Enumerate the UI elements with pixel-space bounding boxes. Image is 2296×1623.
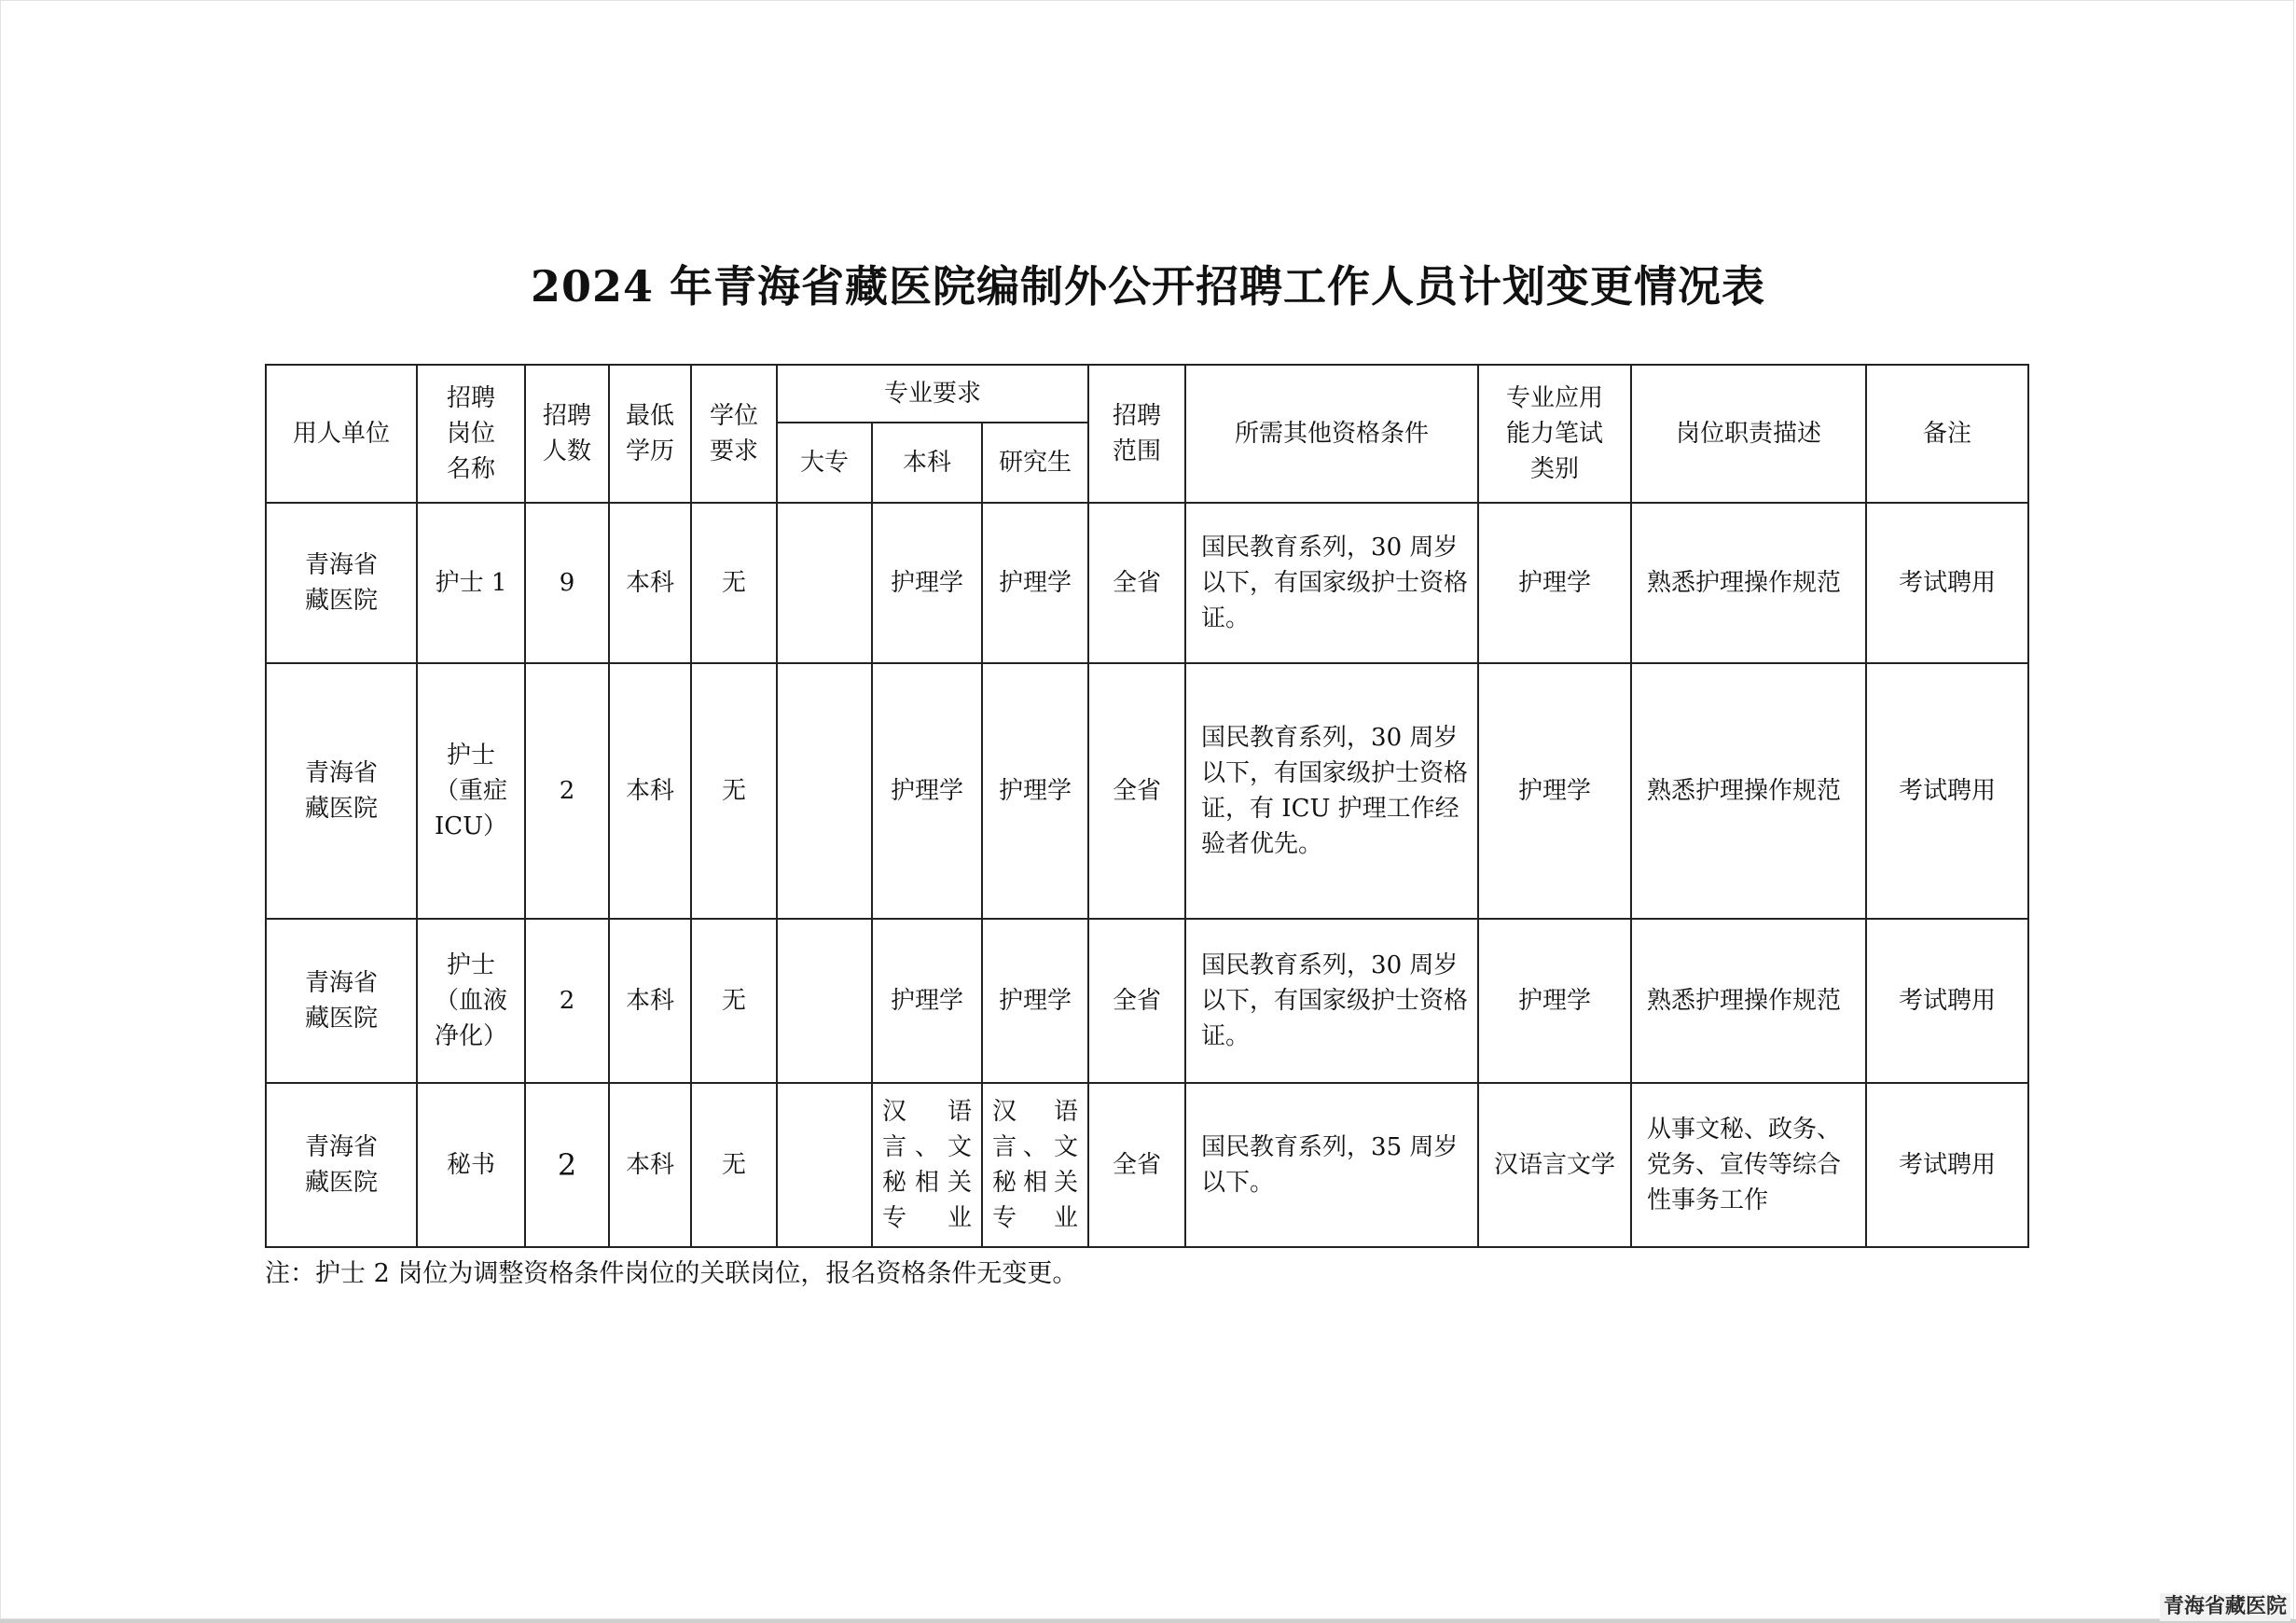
cell-other-requirements: 国民教育系列，30 周岁以下，有国家级护士资格证。 bbox=[1185, 919, 1478, 1083]
cell-education: 本科 bbox=[609, 503, 691, 663]
cell-scope: 全省 bbox=[1088, 1083, 1185, 1247]
cell-education: 本科 bbox=[609, 1083, 691, 1247]
header-major-graduate: 研究生 bbox=[982, 423, 1088, 503]
cell-degree: 无 bbox=[691, 919, 777, 1083]
cell-count: 2 bbox=[525, 663, 609, 919]
cell-degree: 无 bbox=[691, 503, 777, 663]
header-scope: 招聘 范围 bbox=[1088, 365, 1185, 503]
cell-scope: 全省 bbox=[1088, 663, 1185, 919]
table-row bbox=[266, 503, 2028, 663]
cell-education: 本科 bbox=[609, 663, 691, 919]
recruitment-plan-table bbox=[265, 364, 2029, 1248]
cell-major-college bbox=[777, 503, 872, 663]
cell-degree: 无 bbox=[691, 663, 777, 919]
table-row bbox=[266, 1083, 2028, 1247]
cell-major-graduate: 护理学 bbox=[982, 503, 1088, 663]
header-major-bachelor: 本科 bbox=[872, 423, 982, 503]
cell-employer: 青海省 藏医院 bbox=[266, 1083, 417, 1247]
cell-employer: 青海省 藏医院 bbox=[266, 503, 417, 663]
document-title: 2024 年青海省藏医院编制外公开招聘工作人员计划变更情况表 bbox=[530, 261, 1766, 312]
cell-employer: 青海省 藏医院 bbox=[266, 663, 417, 919]
cell-major-bachelor: 护理学 bbox=[872, 663, 982, 919]
header-employer: 用人单位 bbox=[266, 365, 417, 503]
cell-scope: 全省 bbox=[1088, 919, 1185, 1083]
cell-remarks: 考试聘用 bbox=[1866, 1083, 2028, 1247]
cell-other-requirements: 国民教育系列，30 周岁以下，有国家级护士资格证。 bbox=[1185, 503, 1478, 663]
cell-duties: 从事文秘、政务、党务、宣传等综合性事务工作 bbox=[1631, 1083, 1866, 1247]
cell-position: 秘书 bbox=[417, 1083, 525, 1247]
cell-major-bachelor: 汉语言、文秘相关专业 bbox=[872, 1083, 982, 1247]
header-row-top bbox=[266, 365, 2028, 423]
cell-major-college bbox=[777, 1083, 872, 1247]
header-count: 招聘 人数 bbox=[525, 365, 609, 503]
table-footnote: 注：护士 2 岗位为调整资格条件岗位的关联岗位，报名资格条件无变更。 bbox=[265, 1259, 1078, 1288]
cell-exam-type: 护理学 bbox=[1478, 663, 1631, 919]
cell-exam-type: 护理学 bbox=[1478, 919, 1631, 1083]
cell-count: 9 bbox=[525, 503, 609, 663]
header-degree: 学位 要求 bbox=[691, 365, 777, 503]
watermark-logo-text: 青海省藏医院 bbox=[2160, 1593, 2290, 1621]
cell-major-college bbox=[777, 663, 872, 919]
cell-major-graduate: 护理学 bbox=[982, 663, 1088, 919]
cell-other-requirements: 国民教育系列，30 周岁以下，有国家级护士资格证，有 ICU 护理工作经验者优先。 bbox=[1185, 663, 1478, 919]
cell-major-graduate: 汉语言、文秘相关专业 bbox=[982, 1083, 1088, 1247]
header-major-college: 大专 bbox=[777, 423, 872, 503]
cell-major-college bbox=[777, 919, 872, 1083]
cell-position: 护士 （重症 ICU） bbox=[417, 663, 525, 919]
cell-major-graduate: 护理学 bbox=[982, 919, 1088, 1083]
cell-duties: 熟悉护理操作规范 bbox=[1631, 503, 1866, 663]
table-row bbox=[266, 919, 2028, 1083]
cell-exam-type: 汉语言文学 bbox=[1478, 1083, 1631, 1247]
cell-education: 本科 bbox=[609, 919, 691, 1083]
cell-exam-type: 护理学 bbox=[1478, 503, 1631, 663]
cell-other-requirements: 国民教育系列，35 周岁以下。 bbox=[1185, 1083, 1478, 1247]
header-exam-type: 专业应用 能力笔试 类别 bbox=[1478, 365, 1631, 503]
cell-degree: 无 bbox=[691, 1083, 777, 1247]
cell-major-bachelor: 护理学 bbox=[872, 503, 982, 663]
cell-count: 2 bbox=[525, 1083, 609, 1247]
cell-remarks: 考试聘用 bbox=[1866, 503, 2028, 663]
bottom-divider bbox=[0, 1619, 2296, 1623]
header-remarks: 备注 bbox=[1866, 365, 2028, 503]
header-duties: 岗位职责描述 bbox=[1631, 365, 1866, 503]
table-row bbox=[266, 663, 2028, 919]
cell-scope: 全省 bbox=[1088, 503, 1185, 663]
cell-duties: 熟悉护理操作规范 bbox=[1631, 919, 1866, 1083]
header-major-group: 专业要求 bbox=[777, 365, 1088, 423]
cell-position: 护士 （血液 净化） bbox=[417, 919, 525, 1083]
cell-remarks: 考试聘用 bbox=[1866, 919, 2028, 1083]
header-education: 最低 学历 bbox=[609, 365, 691, 503]
header-other-requirements: 所需其他资格条件 bbox=[1185, 365, 1478, 503]
cell-position: 护士 1 bbox=[417, 503, 525, 663]
cell-remarks: 考试聘用 bbox=[1866, 663, 2028, 919]
cell-duties: 熟悉护理操作规范 bbox=[1631, 663, 1866, 919]
cell-employer: 青海省 藏医院 bbox=[266, 919, 417, 1083]
cell-count: 2 bbox=[525, 919, 609, 1083]
header-position: 招聘 岗位 名称 bbox=[417, 365, 525, 503]
cell-major-bachelor: 护理学 bbox=[872, 919, 982, 1083]
